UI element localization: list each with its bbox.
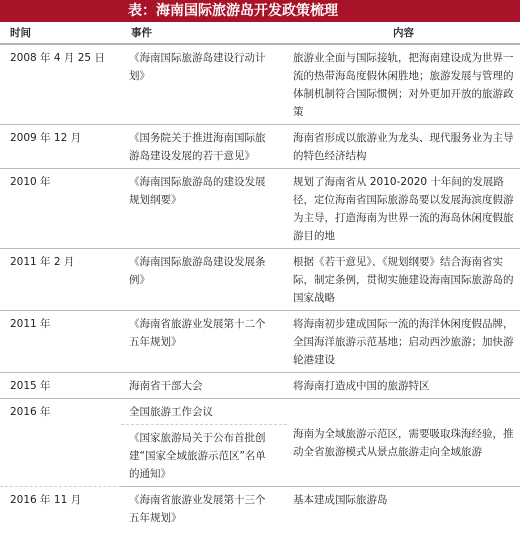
row-event: 《国务院关于推进海南国际旅游岛建设发展的若干意见》	[121, 125, 287, 169]
column-header-event: 事件	[121, 22, 287, 44]
row-content: 旅游业全面与国际接轨，把海南建设成为世界一流的热带海岛度假休闲胜地；旅游发展与管理的体制机制符合国际惯例；对外更加开放的旅游政策	[287, 44, 520, 125]
table-title: 表：海南国际旅游岛开发政策梳理	[0, 0, 520, 22]
row-event: 《海南省旅游业发展第十三个五年规划》	[129, 494, 266, 524]
row-time: 2011 年 2 月	[0, 249, 121, 311]
row-content: 基本建成国际旅游岛	[293, 494, 388, 506]
row-content: 将海南打造成中国的旅游特区	[287, 373, 520, 399]
row-content: 规划了海南省从 2010-2020 十年间的发展路径，定位海南省国际旅游岛要以发展海滨度假游为主导，打造海南为世界一流的海岛休闲度假旅游目的地	[287, 169, 520, 249]
row-event: 海南省干部大会	[121, 373, 287, 399]
table-row	[0, 125, 520, 169]
row-time: 2009 年 12 月	[0, 125, 121, 169]
policy-table	[0, 22, 520, 530]
table-row	[0, 373, 520, 399]
row-event: 《海南省旅游业发展第十二个五年规划》	[121, 311, 287, 373]
row-event: 《海南国际旅游岛建设发展条例》	[121, 249, 287, 311]
row-time: 2008 年 4 月 25 日	[0, 44, 121, 125]
row-event: 全国旅游工作会议	[121, 399, 287, 425]
column-header-content: 内容	[287, 22, 520, 44]
row-time: 2016 年	[0, 399, 121, 487]
column-header-time: 时间	[0, 22, 121, 44]
table-row	[0, 249, 520, 311]
row-content: 海南为全域旅游示范区，需要吸取珠海经验，推动全省旅游模式从景点旅游走向全域旅游	[287, 399, 520, 487]
row-content: 海南省形成以旅游业为龙头、现代服务业为主导的特色经济结构	[287, 125, 520, 169]
table-row	[0, 44, 520, 125]
table-row	[0, 311, 520, 373]
row-time: 2016 年 11 月	[10, 494, 82, 506]
row-content: 根据《若干意见》、《规划纲要》结合海南省实际，制定条例，贯彻实施建设海南国际旅游岛的国家战略	[287, 249, 520, 311]
row-time: 2011 年	[0, 311, 121, 373]
table-row	[0, 399, 520, 425]
row-time: 2010 年	[0, 169, 121, 249]
row-event: 《海南国际旅游岛的建设发展规划纲要》	[121, 169, 287, 249]
header-row	[0, 22, 520, 44]
row-time: 2015 年	[0, 373, 121, 399]
row-content: 将海南初步建成国际一流的海洋休闲度假品牌，全国海洋旅游示范基地；启动西沙旅游；加快游轮港建设	[287, 311, 520, 373]
row-event: 《海南国际旅游岛建设行动计划》	[121, 44, 287, 125]
table-row	[0, 169, 520, 249]
row-event-secondary: 《国家旅游局关于公布首批创建“国家全域旅游示范区”名单的通知》	[121, 425, 287, 487]
table-row	[0, 487, 520, 531]
